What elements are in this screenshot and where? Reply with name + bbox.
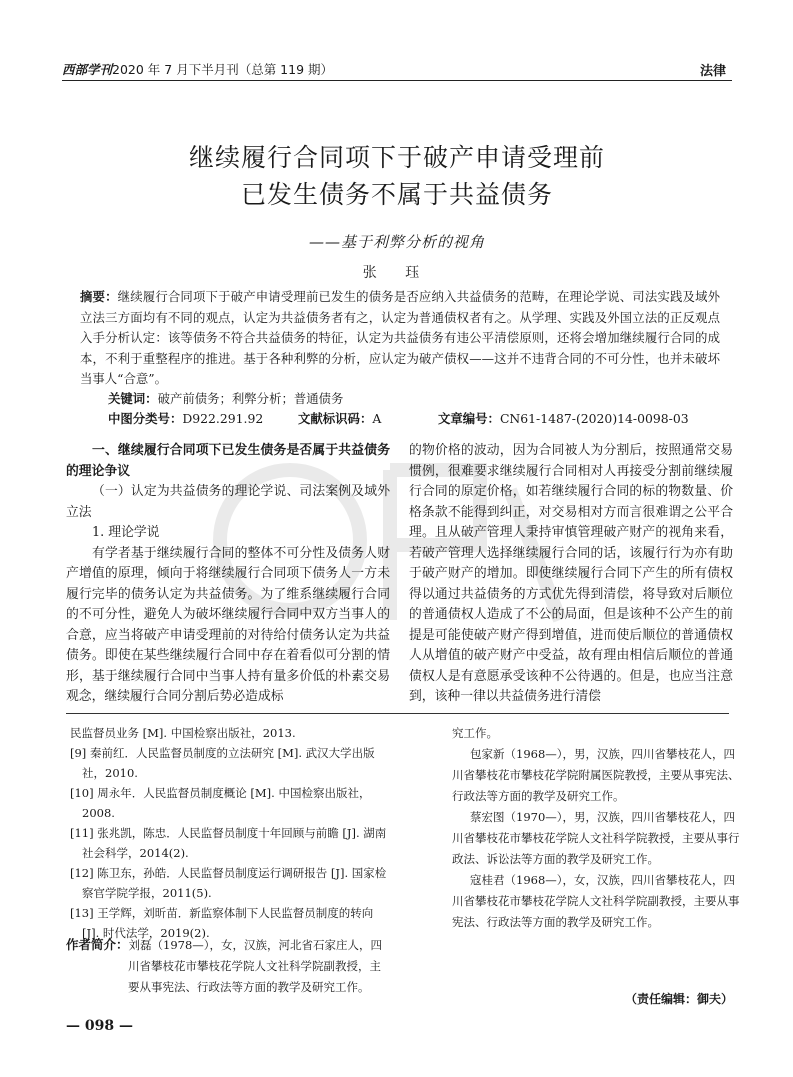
body-paragraph: 的物价格的波动，因为合同被人为分割后，按照通常交易惯例，很难要求继续履行合同相对人再接受分割前继续履行合同的原定价格，如若继续履行合同的标的物数量、价格条款不能得到纠正，对交易相对方而言很难谓之公平合理。且从破产管理人秉持审慎管理破产财产的视角来看，若破产管理人选择继续履行合同的话，该履行行为亦有助于破产财产的增加。即使继续履行合同下产生的所有债权得以通过共益债务的方式优先得到清偿，将导致对后顺位的普通债权人造成了不公的局面，但是该种不公产生的前提是可能使破产财产得到增值，进而使后顺位的普通债权人从增值的破产财产中受益，故有理由相信后顺位的普通债权人是有意愿承受该种不公待遇的。但是，也应当注意到，该种一律以共益债务进行清偿 xyxy=(409,443,733,704)
article-number-value: CN61-1487-(2020)14-0098-03 xyxy=(499,411,689,426)
bio-item: 蔡宏图（1970—），男，汉族，四川省攀枝花人，四川省攀枝花市攀枝花学院人文社科学院教授，主要从事行政法、诉讼法等方面的教学及研究工作。 xyxy=(452,810,740,866)
keywords-label: 关键词： xyxy=(108,391,158,406)
subsection-heading: （一）认定为共益债务的理论学说、司法案例及域外立法 xyxy=(66,484,390,520)
keywords-text: 破产前债务；利弊分析；普通债务 xyxy=(157,391,344,406)
section-heading: 一、继续履行合同项下已发生债务是否属于共益债务的理论争议 xyxy=(66,443,390,479)
abstract-text: 继续履行合同项下于破产申请受理前已发生的债务是否应纳入共益债务的范畴，在理论学说、司法实践及域外立法三方面均有不同的观点，认定为共益债务者有之，认定为普通债权者有之。从学理、实践及外国立法的正反观点入手分析认定：该等债务不符合共益债务的特征，认定为共益债务有违公平清偿原则，还将会增加继续履行合同的成本，不利于重整程序的推进。基于各种利弊的分析，应认定为破产债权——这并不违背合同的不可分性，也并未破坏当事人“合意”。 xyxy=(80,289,721,386)
body-right-column xyxy=(409,441,733,708)
article-title-line-2: 已发生债务不属于共益债务 xyxy=(240,180,553,209)
reference-item: [13] 王学辉，刘昕苗．新监察体制下人民监督员制度的转向 [J]. 时代法学，2019(2). xyxy=(70,906,374,940)
doc-code-label: 文献标识码： xyxy=(298,411,373,426)
abstract-label: 摘要： xyxy=(80,289,118,304)
abstract xyxy=(80,287,720,390)
section-divider xyxy=(66,713,729,714)
reference-item: 民监督员业务 [M]. 中国检察出版社，2013. xyxy=(70,726,296,740)
article-subtitle: ——基于利弊分析的视角 xyxy=(308,233,485,251)
section-label: 法律 xyxy=(700,64,727,79)
responsible-editor: （责任编辑：御夫） xyxy=(625,992,734,1006)
clc-label: 中图分类号： xyxy=(108,411,183,426)
header-rule xyxy=(62,80,732,81)
reference-item: [10] 周永年．人民监督员制度概论 [M]. 中国检察出版社，2008. xyxy=(70,786,371,820)
journal-header xyxy=(62,60,333,78)
issue-info: 2020 年 7 月下半月刊（总第 119 期） xyxy=(112,62,334,77)
bio-item: 包家新（1968—），男，汉族，四川省攀枝花人，四川省攀枝花市攀枝花学院附属医院教授，主要从事宪法、行政法等方面的教学及研究工作。 xyxy=(452,747,740,803)
reference-item: [11] 张兆凯，陈忠．人民监督员制度十年回顾与前瞻 [J]. 湖南社会科学，2014(2). xyxy=(70,826,387,860)
journal-brand: 西部学刊 xyxy=(62,62,113,77)
article-title-line-1: 继续履行合同项下于破产申请受理前 xyxy=(188,143,605,172)
bio-continuation: 究工作。 xyxy=(452,726,498,740)
author-intro-first-line: 刘磊（1978—），女，汉族，河北省石家庄人，四 xyxy=(128,938,383,952)
author-intro-rest: 川省攀枝花市攀枝花学院人文社科学院副教授，主要从事宪法、行政法等方面的教学及研究工作。 xyxy=(128,959,381,994)
author-intro xyxy=(66,934,392,998)
article-number-label: 文章编号： xyxy=(438,411,500,426)
doc-code-value: A xyxy=(372,411,382,426)
classification-line xyxy=(108,409,708,430)
author-bios xyxy=(452,723,742,933)
body-left-column xyxy=(66,441,390,708)
keywords xyxy=(108,389,343,410)
clc-value: D922.291.92 xyxy=(182,411,264,426)
reference-item: [12] 陈卫东，孙皓．人民监督员制度运行调研报告 [J]. 国家检察官学院学报，2011(5). xyxy=(70,866,387,900)
author-name: 张 珏 xyxy=(362,265,432,281)
author-intro-label: 作者简介： xyxy=(66,937,129,952)
bio-item: 寇桂君（1968—），女，汉族，四川省攀枝花人，四川省攀枝花市攀枝花学院人文社科学院副教授，主要从事宪法、行政法等方面的教学及研究工作。 xyxy=(452,873,740,929)
body-paragraph: 有学者基于继续履行合同的整体不可分性及债务人财产增值的原理，倾向于将继续履行合同项下债务人一方未履行完毕的债务认定为共益债务。为了维系继续履行合同的不可分性，避免人为破坏继续履行合同中双方当事人的合意，应当将破产申请受理前的对待给付债务认定为共益债务。即使在某些继续履行合同中存在着看似可分割的情形，基于继续履行合同中当事人持有量多价低的朴素交易观念，继续履行合同分割后势必造成标 xyxy=(66,545,390,704)
item-heading: 1. 理论学说 xyxy=(92,525,160,540)
page-number: — 098 — xyxy=(66,1018,133,1034)
reference-item: [9] 秦前红．人民监督员制度的立法研究 [M]. 武汉大学出版社，2010. xyxy=(70,746,375,780)
references-list xyxy=(70,723,390,943)
